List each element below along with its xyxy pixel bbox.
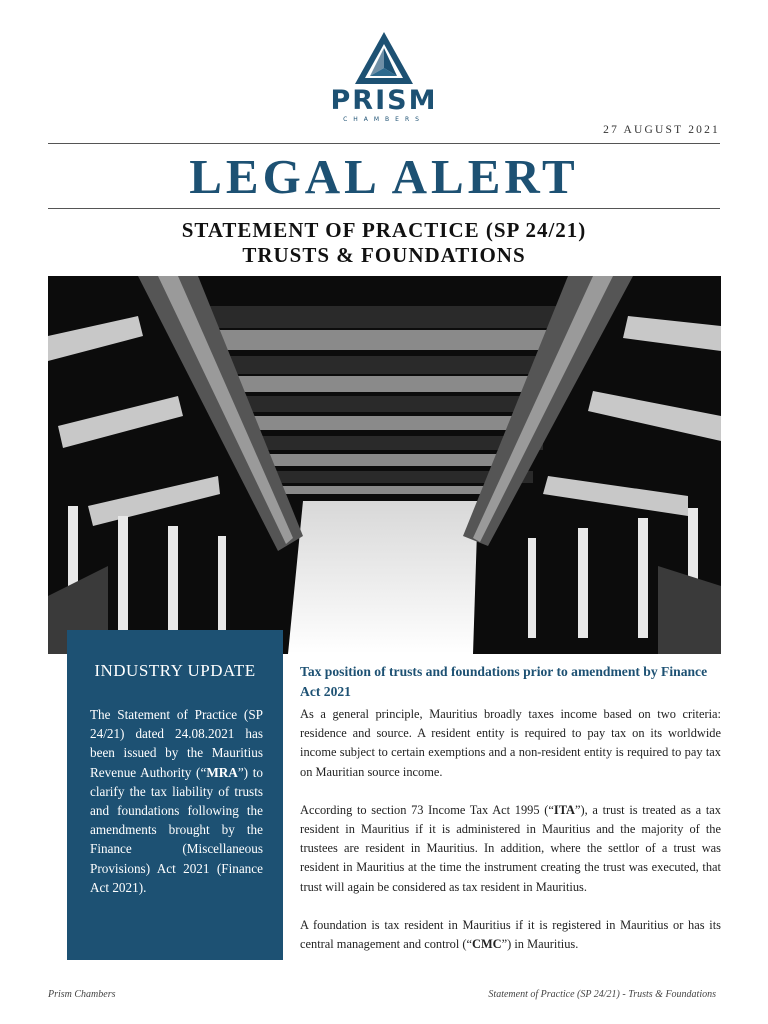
subtitle-line-2: TRUSTS & FOUNDATIONS [242, 243, 526, 267]
sidebar-text-bold: MRA [206, 764, 238, 780]
logo [0, 30, 768, 123]
paragraph-2-text-2: ”), a trust is treated as a tax resident in Mauritius if it is administered in Mauritius and the majority of the trustees are resident in Mauritius. In addition, where the settlor of a trust was resident in Mauritius at the time the instrument creating the trust was executed, that trust will again be considered as tax resident in Mauritius. [300, 802, 721, 894]
building-photo [48, 276, 721, 654]
paragraph-2 [300, 801, 721, 897]
page-title: LEGAL ALERT [189, 149, 579, 204]
logo-subtitle: CHAMBERS [343, 116, 425, 123]
paragraph-3 [300, 916, 721, 954]
sidebar-text-2: ”) to clarify the tax liability of trusts and foundations following the amendments brought by the Finance (Miscellaneous Provisions) Act 2021 (Finance Act 2021). [90, 764, 263, 895]
industry-update-body [90, 705, 263, 897]
prism-triangle-icon [353, 30, 415, 86]
paragraph-3-text-1: A foundation is tax resident in Mauritius if it is registered in Mauritius or has its central management and control (“ [300, 917, 721, 952]
paragraph-1: As a general principle, Mauritius broadly taxes income based on two criteria: residence and source. A resident entity is required to pay tax on its worldwide income subject to certain exemptions and a non-resident entity is required to pay tax on Mauritian source income. [300, 707, 721, 779]
section-heading: Tax position of trusts and foundations prior to amendment by Finance Act 2021 [300, 664, 708, 699]
footer-left: Prism Chambers [48, 989, 116, 1000]
subtitle-line-1: STATEMENT OF PRACTICE (SP 24/21) [181, 218, 587, 242]
paragraph-2-text-1: According to section 73 Income Tax Act 1995 (“ [300, 802, 554, 817]
industry-update-panel [67, 630, 283, 960]
top-divider [48, 143, 720, 144]
document-subtitle [0, 218, 768, 268]
main-article [300, 662, 721, 954]
title-divider [48, 208, 720, 209]
footer-right: Statement of Practice (SP 24/21) - Trusts & Foundations [488, 989, 716, 1000]
paragraph-2-bold: ITA [553, 802, 575, 817]
publication-date: 27 AUGUST 2021 [603, 124, 720, 136]
paragraph-3-text-2: ”) in Mauritius. [501, 937, 579, 952]
industry-update-heading: INDUSTRY UPDATE [94, 661, 256, 680]
paragraph-3-bold: CMC [472, 937, 502, 952]
logo-wordmark: PRISM [330, 85, 438, 116]
sidebar-text-1: The Statement of Practice (SP 24/21) dated 24.08.2021 has been issued by the Mauritius Revenue Authority (“ [90, 707, 263, 780]
